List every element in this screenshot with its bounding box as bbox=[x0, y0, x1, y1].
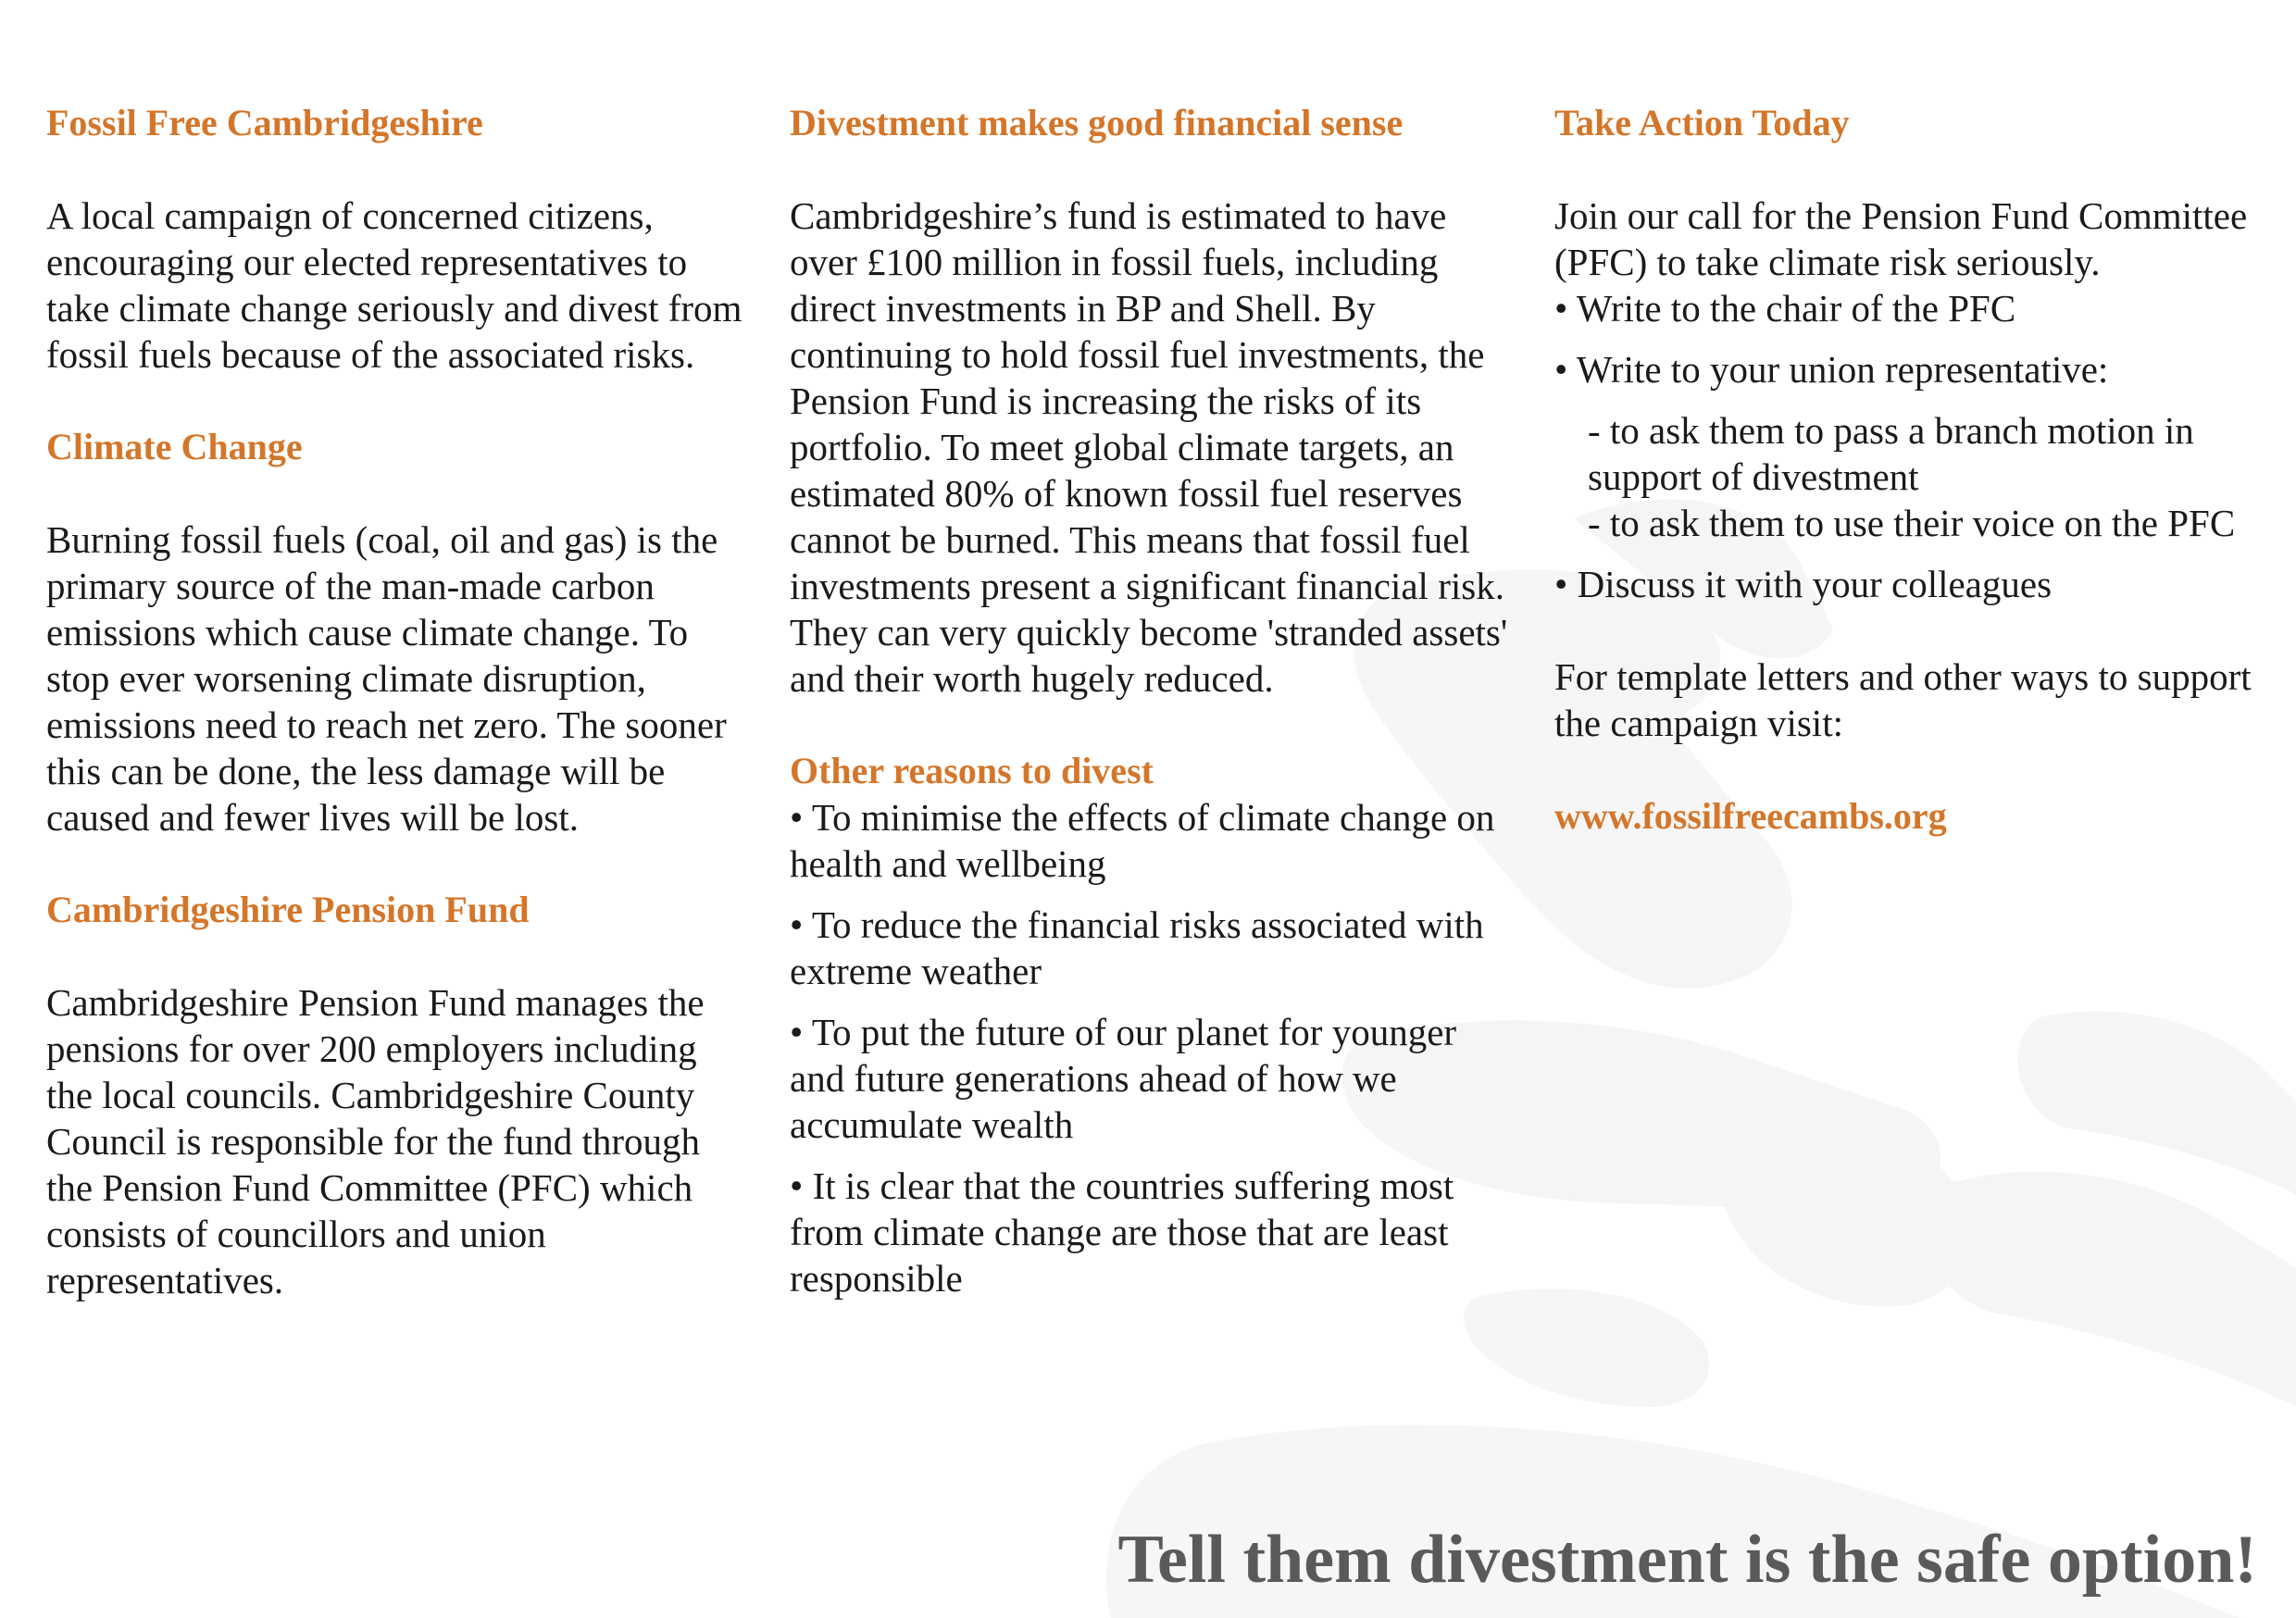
action-union-label: • Write to your union representative: bbox=[1554, 348, 2109, 391]
sub-item: - to ask them to pass a branch motion in support of divestment bbox=[1588, 409, 2194, 498]
website-line bbox=[1554, 792, 2258, 840]
section-body-pension-fund: Cambridgeshire Pension Fund manages the pensions for over 200 employers including the local councils. Cambridgeshire County Council is responsible for the fund through the Pension Fund Committee (PFC) which consists of councillors and union representatives. bbox=[46, 981, 705, 1301]
section-title-pension-fund: Cambridgeshire Pension Fund bbox=[46, 889, 530, 930]
column-divestment bbox=[790, 100, 1512, 1301]
template-letters-text: For template letters and other ways to support the campaign visit: bbox=[1554, 655, 2252, 744]
list-item: • To reduce the financial risks associated with extreme weather bbox=[790, 903, 1484, 992]
section-body-financial-sense: Cambridgeshire’s fund is estimated to have over £100 million in fossil fuels, including direct investments in BP and Shell. By continuing to hold fossil fuel investments, the Pension Fund is increasing the risks of its portfolio. To meet global climate targets, an estimated 80% of known fossil fuel reserves cannot be burned. This means that fossil fuel investments present a significant financial risk. They can very quickly become 'stranded assets' and their worth hugely reduced. bbox=[790, 194, 1508, 700]
list-item: • It is clear that the countries suffering most from climate change are those that are least responsible bbox=[790, 1164, 1454, 1300]
section-title-take-action: Take Action Today bbox=[1554, 102, 1850, 143]
list-item: • To minimise the effects of climate change on health and wellbeing bbox=[790, 796, 1495, 885]
section-body-campaign: A local campaign of concerned citizens, encouraging our elected representatives to take climate change seriously and divest from fossil fuels because of the associated risks. bbox=[46, 194, 742, 376]
union-sublist bbox=[1588, 407, 2258, 546]
section-title-financial-sense: Divestment makes good financial sense bbox=[790, 102, 1404, 143]
column-about bbox=[46, 100, 750, 1303]
list-item bbox=[1554, 346, 2258, 546]
list-item: • Discuss it with your colleagues bbox=[1554, 563, 2053, 605]
section-title-fossil-free-cambridgeshire: Fossil Free Cambridgeshire bbox=[46, 102, 483, 143]
list-item: • Write to the chair of the PFC bbox=[1554, 287, 2016, 330]
section-body-climate-change: Burning fossil fuels (coal, oil and gas) is the primary source of the man-made carbon emissions which cause climate change. To stop ever worsening climate disruption, emissions need to reach net zero. The sooner this can be done, the less damage will be caused and fewer lives will be lost. bbox=[46, 518, 727, 839]
website-link[interactable]: www.fossilfreecambs.org bbox=[1554, 795, 1947, 837]
sub-item: - to ask them to use their voice on the PFC bbox=[1588, 502, 2236, 544]
list-item: • To put the future of our planet for younger and future generations ahead of how we accumulate wealth bbox=[790, 1011, 1457, 1146]
column-take-action bbox=[1554, 100, 2258, 840]
reasons-list bbox=[790, 794, 1512, 1301]
actions-list bbox=[1554, 285, 2258, 607]
section-title-other-reasons: Other reasons to divest bbox=[790, 750, 1154, 791]
section-title-climate-change: Climate Change bbox=[46, 426, 303, 467]
section-body-join-call: Join our call for the Pension Fund Committee (PFC) to take climate risk seriously. bbox=[1554, 194, 2248, 283]
tagline: Tell them divestment is the safe option! bbox=[1117, 1522, 2257, 1598]
